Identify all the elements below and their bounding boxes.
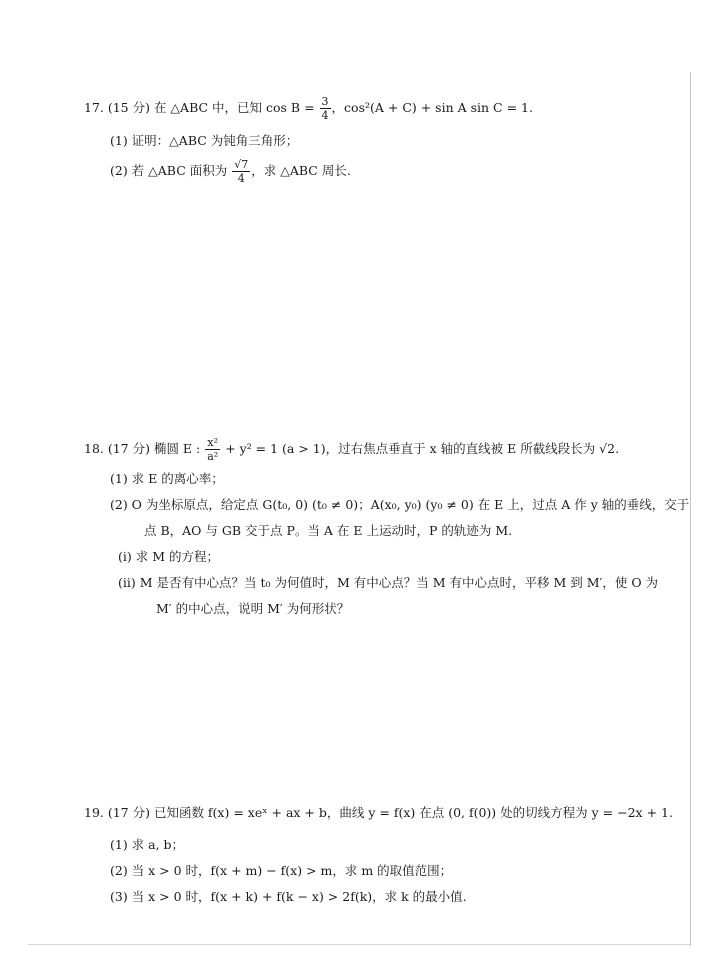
problem-18-part-2-cont: 点 B，AO 与 GB 交于点 P。当 A 在 E 上运动时，P 的轨迹为 M.: [144, 523, 513, 538]
problem-19-part-3: (3) 当 x > 0 时，f(x + k) + f(k − x) > 2f(k)，求 k 的最小值.: [110, 889, 467, 904]
problem-19-part-2: (2) 当 x > 0 时，f(x + m) − f(x) > m，求 m 的取值范围；: [110, 863, 453, 878]
problem-19: [84, 800, 680, 910]
problem-18-stem: 18. (17 分) 椭圆 E :: [84, 441, 201, 456]
frac-numerator: x²: [205, 437, 220, 450]
frac-numerator: √7: [234, 158, 249, 171]
part-2-text: (2) 若 △ABC 面积为: [110, 163, 228, 178]
problem-18-part-2-i: (i) 求 M 的方程；: [118, 549, 219, 564]
problem-19-header: 19. (17 分) 已知函数 f(x) = xeˣ + ax + b，曲线 y = f(x) 在点 (0, f(0)) 处的切线方程为 y = −2x + 1.: [84, 805, 673, 820]
problem-17-part-1: (1) 证明：△ABC 为钝角三角形；: [110, 133, 299, 148]
problem-17-stem-tail: ，cos²(A + C) + sin A sin C = 1.: [331, 100, 533, 115]
page-bottom-edge: [28, 944, 690, 945]
frac-numerator: 3: [321, 95, 329, 108]
problem-17-part-2: [84, 154, 680, 188]
part-2-tail: ，求 △ABC 周长.: [251, 163, 351, 178]
problem-18-part-1: (1) 求 E 的离心率；: [110, 471, 224, 486]
problem-18-part-2-ii-cont: M′ 的中心点，说明 M′ 为何形状？: [156, 601, 350, 616]
problem-18: [84, 432, 690, 622]
page-right-edge: [690, 72, 691, 946]
problem-18-part-2-ii: (ii) M 是否有中心点？当 t₀ 为何值时，M 有中心点？当 M 有中心点时，平移 M 到 M′，使 O 为: [118, 575, 659, 590]
fraction-3-4: [320, 96, 331, 121]
problem-17-stem: 17. (15 分) 在 △ABC 中，已知 cos B =: [84, 100, 315, 115]
problem-17: [84, 92, 680, 188]
frac-denominator: 4: [237, 172, 245, 185]
problem-18-part-2: (2) O 为坐标原点，给定点 G(t₀, 0) (t₀ ≠ 0)；A(x₀, y₀) (y₀ ≠ 0) 在 E 上，过点 A 作 y 轴的垂线，交于: [110, 497, 690, 512]
problem-19-part-1: (1) 求 a, b；: [110, 837, 185, 852]
frac-denominator: 4: [321, 109, 329, 122]
fraction-x2-a2: [205, 437, 220, 462]
problem-18-stem-tail: + y² = 1 (a > 1)，过右焦点垂直于 x 轴的直线被 E 所截线段长为 √2.: [225, 441, 620, 456]
fraction-sqrt7-4: [232, 159, 250, 184]
problem-17-header: [84, 92, 680, 124]
problem-18-header: [84, 432, 680, 466]
frac-denominator: a²: [207, 450, 219, 463]
